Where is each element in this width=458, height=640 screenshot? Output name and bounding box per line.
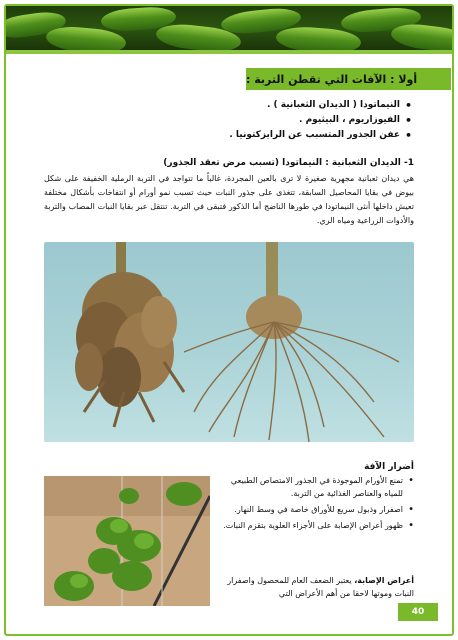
damage-item: • ظهور أعراض الإصابة على الأجزاء العلوية بتقزم النبات. (214, 519, 414, 532)
pest-list (162, 98, 412, 143)
damage-item: • اصفرار وذبول سريع للأوراق خاصة في وسط النهار. (214, 503, 414, 516)
symptoms-label: أعراض الإصابة، (354, 576, 414, 585)
damage-item: • تمنع الأورام الموجودة في الجذور الامتصاص الطبيعي للمياه والعناصر الغذائية من التربة. (214, 474, 414, 500)
banner-divider (6, 50, 452, 54)
nematode-title: 1- الديدان الثعبانية : النيماتودا (تسبب مرض تعقد الجذور) (163, 158, 414, 168)
damage-list (214, 474, 414, 535)
nematode-paragraph: هي ديدان ثعبانية مجهرية صغيرة لا ترى بالعين المجردة، غالباً ما تتواجد في التربة الرملية الخفيفة على شكل بيوض في بقايا المحاصيل السابقة، تتغذى على جذور النبات حيث تسبب نمو أورام أو انتفاخات بأشكال مختلفة تعيش داخلها أنثى النيماتودا في طورها الناضج أما الذكور فتبقى في التربة. تنتقل عبر بقايا النبات المصاب والتربة والأدوات الزراعية ومياه الري. (44, 174, 414, 225)
cucumber-banner-image (6, 6, 452, 50)
cucumber-plants-photo (44, 476, 210, 606)
section-heading: أولا : الآفات التي تقطن التربة : (246, 68, 451, 90)
damage-title: أضرار الآفة (364, 462, 414, 472)
pest-item: • النيماتودا ( الديدان الثعبانية ) . (162, 98, 412, 113)
pest-item: • عفن الجذور المتسبب عن الرايزكتونيا . (162, 128, 412, 143)
root-knot-photo (44, 242, 414, 442)
symptoms-paragraph (218, 574, 414, 600)
pest-item: • الفيوزاريوم ، البيثيوم . (162, 113, 412, 128)
page-number: 40 (398, 603, 438, 621)
symptoms-text: يعتبر الضعف العام للمحصول واصفرار النبات وموتها لاحقا من أهم الأعراض التي (227, 576, 414, 598)
